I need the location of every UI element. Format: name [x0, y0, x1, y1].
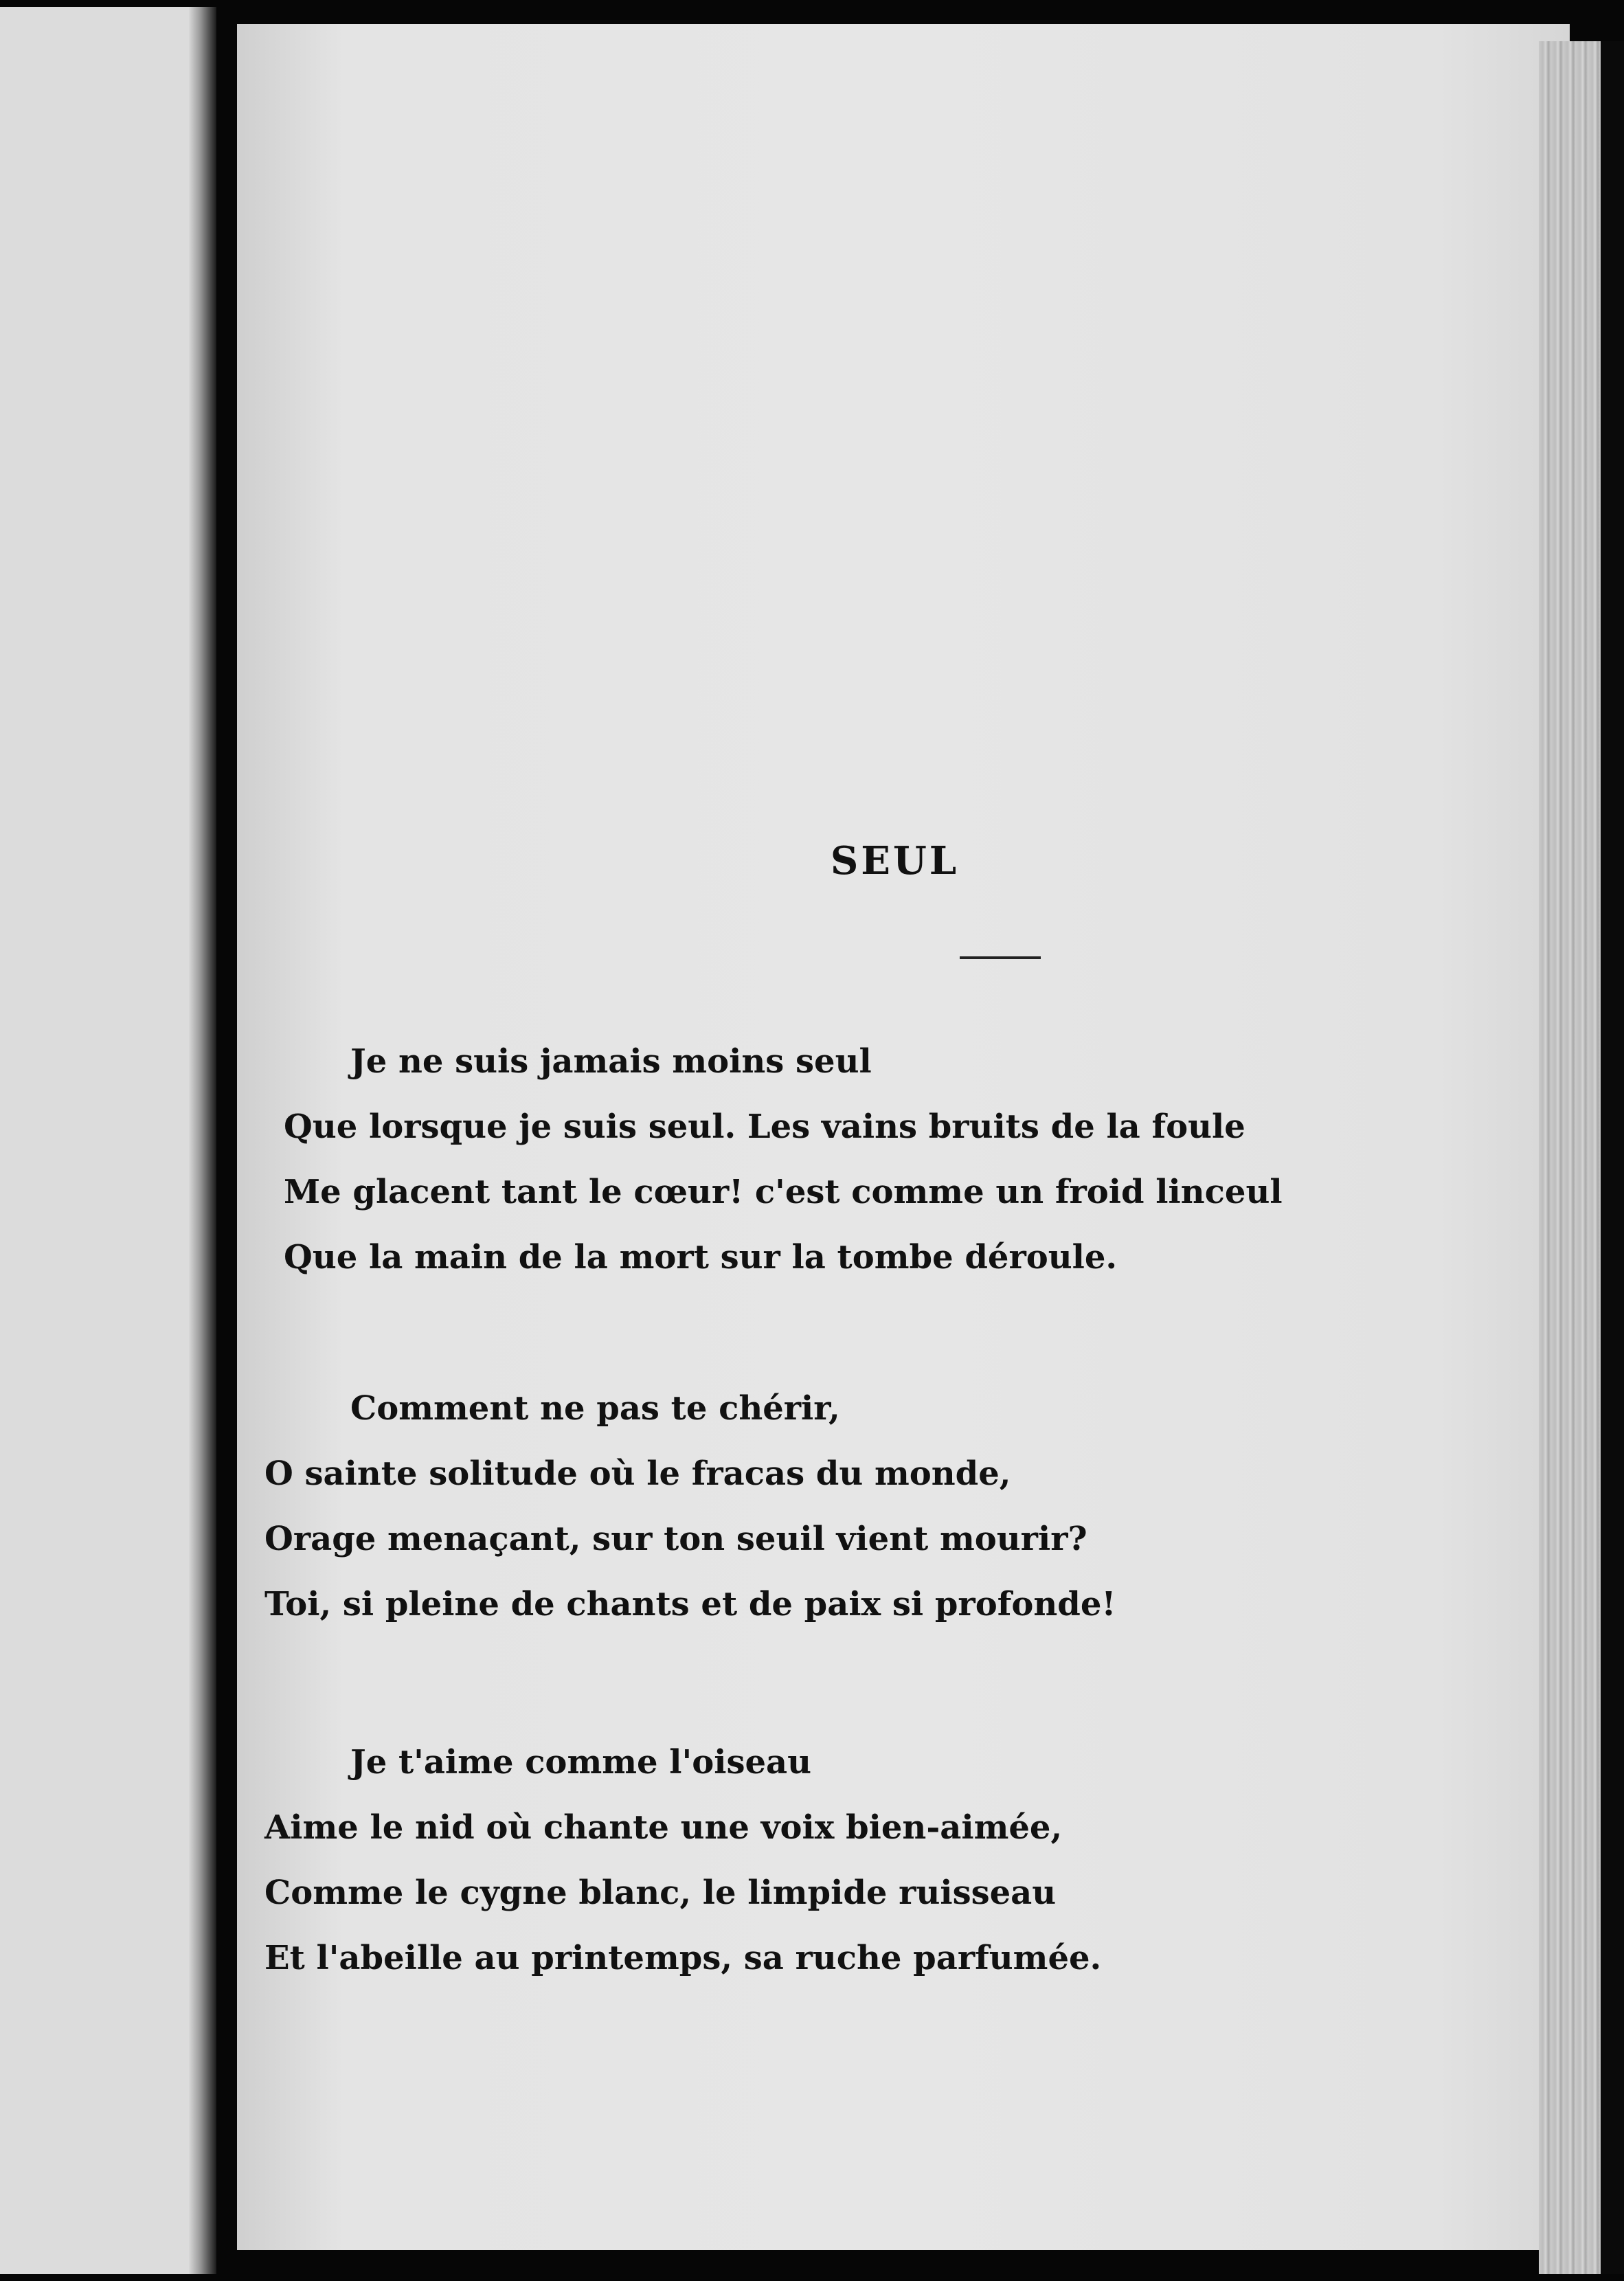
title-divider	[960, 956, 1041, 959]
poem	[237, 24, 1570, 2250]
verse-line: O sainte solitude où le fracas du monde,	[264, 1454, 1011, 1493]
verse-line: Je t'aime comme l'oiseau	[350, 1743, 812, 1782]
verse-line: Toi, si pleine de chants et de paix si profonde!	[264, 1585, 1116, 1623]
poem-title: SEUL	[830, 838, 960, 884]
book-gutter	[189, 7, 216, 2274]
verse-line: Aime le nid où chante une voix bien-aimée,	[264, 1808, 1063, 1847]
verse-line: Orage menaçant, sur ton seuil vient mourir?	[264, 1520, 1087, 1558]
verse-line: Me glacent tant le cœur! c'est comme un froid linceul	[284, 1173, 1283, 1211]
verse-line: Que lorsque je suis seul. Les vains bruits de la foule	[284, 1108, 1245, 1146]
verse-line: Comment ne pas te chérir,	[350, 1389, 840, 1428]
page-edge-shadow	[1601, 41, 1624, 2274]
verse-line: Je ne suis jamais moins seul	[350, 1042, 872, 1081]
verse-line: Que la main de la mort sur la tombe déroule.	[284, 1238, 1118, 1277]
left-page	[0, 7, 199, 2274]
verse-line: Comme le cygne blanc, le limpide ruisseau	[264, 1874, 1057, 1912]
verse-line: Et l'abeille au printemps, sa ruche parfumée.	[264, 1939, 1102, 1977]
